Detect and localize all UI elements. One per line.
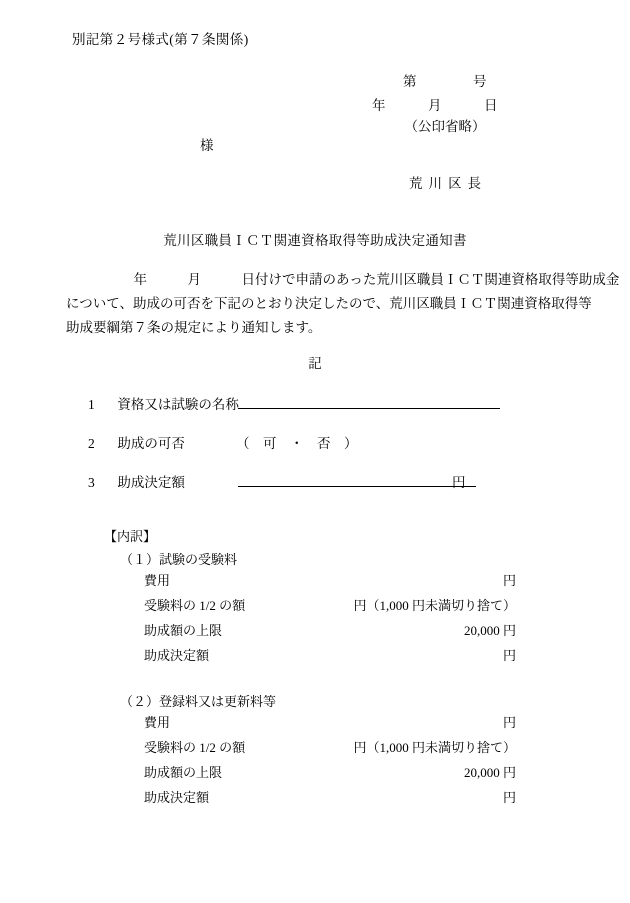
breakdown-row [144, 712, 516, 737]
row-value: 円 [502, 790, 516, 805]
row-label: 費用 [144, 573, 171, 588]
ki-mark: 記 [308, 356, 322, 371]
row-value: 円（1,000 円未満切り捨て） [353, 598, 516, 613]
breakdown-row [144, 645, 516, 670]
breakdown-row [144, 762, 516, 787]
row-value: 円 [502, 648, 516, 663]
breakdown-row [144, 570, 516, 595]
document-number: 第 号 [403, 74, 487, 89]
item-3-input-line[interactable] [238, 470, 476, 487]
row-value: 円（1,000 円未満切り捨て） [353, 740, 516, 755]
addressee-honorific: 様 [200, 138, 214, 153]
form-number: 別記第２号様式(第７条関係) [72, 32, 249, 47]
row-label: 助成決定額 [144, 648, 210, 663]
issuer-name: 荒川区長 [409, 176, 487, 191]
breakdown-group-1-rows [144, 570, 516, 670]
item-1 [88, 393, 239, 413]
seal-omitted-note: （公印省略） [404, 119, 486, 134]
body-line-1: 年 月 日付けで申請のあった荒川区職員ＩＣＴ関連資格取得等助成金 [66, 272, 620, 287]
breakdown-row [144, 620, 516, 645]
row-value: 円 [502, 573, 516, 588]
item-1-input-line[interactable] [238, 392, 500, 409]
row-value: 20,000 円 [463, 765, 516, 780]
body-line-3: 助成要綱第７条の規定により通知します。 [66, 320, 322, 335]
row-label: 助成額の上限 [144, 765, 223, 780]
body-paragraph [66, 268, 620, 340]
item-2-label: 助成の可否 [117, 436, 185, 451]
item-2 [88, 432, 185, 452]
breakdown-row [144, 737, 516, 762]
item-3 [88, 471, 185, 491]
item-2-choice-group[interactable]: （ 可 ・ 否 ） [236, 436, 358, 451]
item-3-label: 助成決定額 [117, 475, 185, 490]
row-value: 20,000 円 [463, 623, 516, 638]
item-3-number: 3 [88, 475, 95, 490]
body-line-2: について、助成の可否を下記のとおり決定したので、荒川区職員ＩＣＴ関連資格取得等 [66, 296, 592, 311]
breakdown-group-1-heading: （１）試験の受験料 [120, 552, 238, 567]
row-label: 受験料の 1/2 の額 [144, 740, 246, 755]
item-1-number: 1 [88, 397, 95, 412]
breakdown-heading: 【内訳】 [104, 529, 157, 544]
breakdown-row [144, 595, 516, 620]
item-2-number: 2 [88, 436, 95, 451]
row-label: 費用 [144, 715, 171, 730]
item-1-label: 資格又は試験の名称 [117, 397, 239, 412]
breakdown-group-2-rows [144, 712, 516, 812]
row-value: 円 [502, 715, 516, 730]
row-label: 受験料の 1/2 の額 [144, 598, 246, 613]
issue-date: 年 月 日 [372, 98, 498, 113]
row-label: 助成決定額 [144, 790, 210, 805]
breakdown-row [144, 787, 516, 812]
breakdown-group-2-heading: （２）登録料又は更新料等 [120, 694, 277, 709]
row-label: 助成額の上限 [144, 623, 223, 638]
item-3-unit: 円 [452, 475, 466, 490]
document-title: 荒川区職員ＩＣＴ関連資格取得等助成決定通知書 [163, 233, 467, 248]
